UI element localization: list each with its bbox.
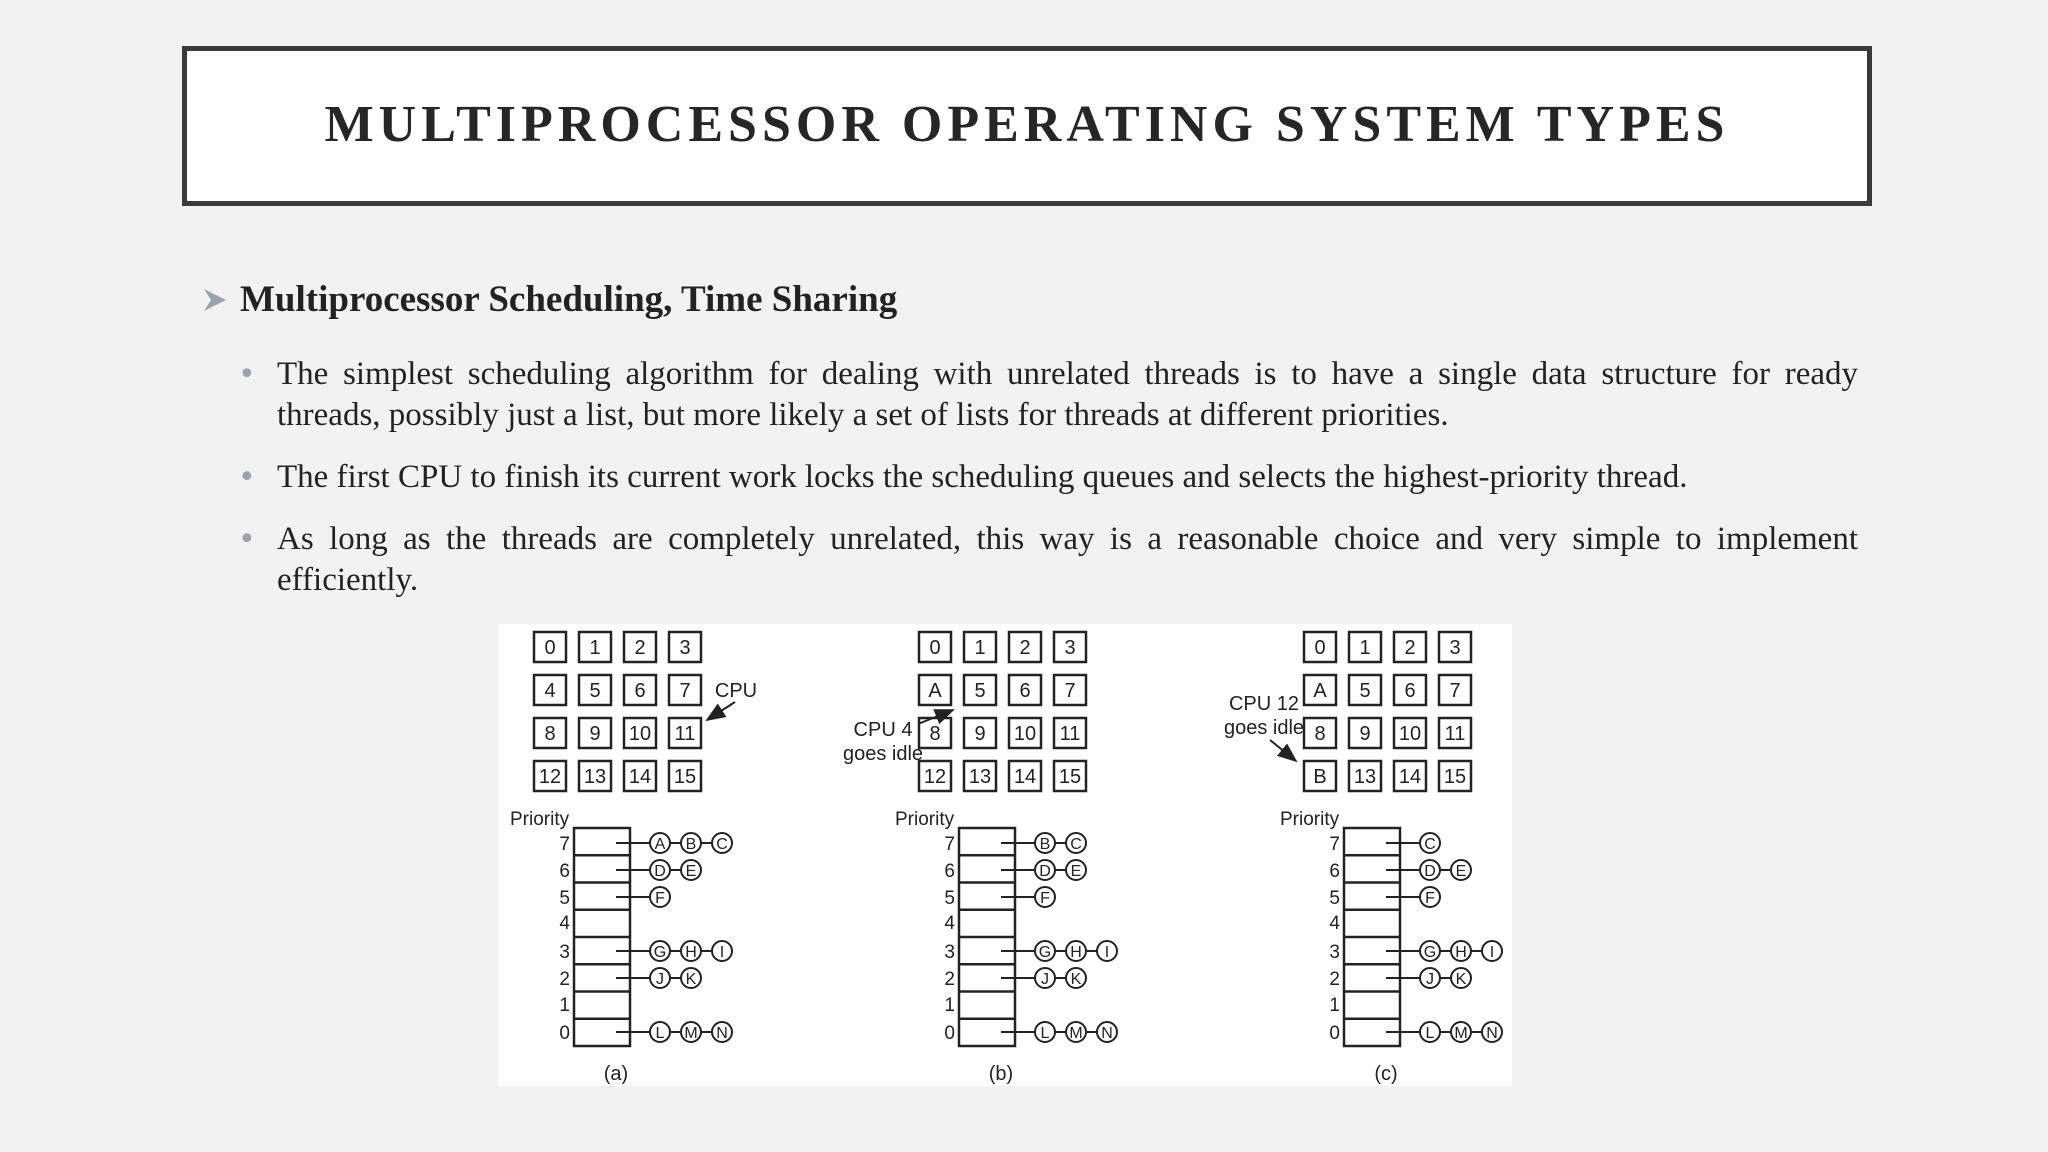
cpu-annotation: CPU 4 — [853, 719, 913, 741]
thread-label: N — [716, 1025, 728, 1042]
cpu-label: 11 — [1059, 723, 1081, 745]
thread-label: N — [1101, 1025, 1113, 1042]
panel-caption: (a) — [603, 1063, 629, 1085]
cpu-label: 5 — [974, 680, 986, 702]
panel-caption: (c) — [1374, 1063, 1398, 1085]
thread-label: F — [655, 890, 665, 907]
cpu-label: 1 — [589, 637, 601, 659]
thread-label: M — [1454, 1025, 1468, 1042]
priority-level-label: 5 — [1329, 888, 1340, 909]
cpu-annotation: CPU 12 — [1228, 693, 1300, 715]
thread-label: A — [654, 836, 666, 853]
bullet-dot-icon: • — [238, 460, 256, 495]
cpu-label: 10 — [1013, 723, 1037, 745]
cpu-annotation: CPU — [714, 680, 758, 702]
priority-level-label: 1 — [559, 995, 570, 1016]
bullet-item — [238, 354, 1858, 436]
cpu-label: A — [928, 680, 942, 702]
cpu-label: 5 — [1359, 680, 1371, 702]
cpu-label: 9 — [1359, 723, 1371, 745]
thread-label: H — [1455, 944, 1467, 961]
thread-label: H — [1070, 944, 1082, 961]
priority-level-label: 6 — [559, 861, 570, 882]
priority-level-label: 0 — [559, 1023, 570, 1044]
thread-label: E — [685, 863, 697, 880]
cpu-label: 12 — [538, 766, 562, 788]
cpu-label: 7 — [679, 680, 691, 702]
thread-label: B — [1039, 836, 1051, 853]
thread-label: N — [1486, 1025, 1498, 1042]
thread-label: G — [1423, 944, 1437, 961]
thread-label: I — [719, 944, 725, 961]
priority-level-label: 0 — [944, 1023, 955, 1044]
cpu-label: 13 — [1353, 766, 1377, 788]
cpu-label: B — [1313, 766, 1327, 788]
cpu-label: A — [1313, 680, 1327, 702]
priority-level-label: 1 — [944, 995, 955, 1016]
cpu-label: 0 — [544, 637, 556, 659]
cpu-label: 4 — [544, 680, 556, 702]
cpu-annotation: goes idle — [842, 743, 924, 765]
title-box — [182, 46, 1872, 206]
cpu-label: 3 — [1449, 637, 1461, 659]
thread-label: E — [1070, 863, 1082, 880]
cpu-label: 13 — [968, 766, 992, 788]
priority-label: Priority — [1280, 809, 1340, 830]
priority-level-label: 7 — [1329, 834, 1340, 855]
cpu-label: 1 — [1359, 637, 1371, 659]
cpu-label: 6 — [634, 680, 646, 702]
cpu-label: 14 — [1013, 766, 1037, 788]
cpu-label: 12 — [923, 766, 947, 788]
thread-label: F — [1425, 890, 1435, 907]
priority-level-label: 2 — [944, 969, 955, 990]
cpu-annotation: goes idle — [1223, 717, 1305, 739]
priority-level-label: 5 — [944, 888, 955, 909]
thread-label: J — [1426, 971, 1434, 988]
cpu-label: 3 — [679, 637, 691, 659]
thread-label: B — [685, 836, 697, 853]
thread-label: D — [654, 863, 666, 880]
priority-level-label: 6 — [1329, 861, 1340, 882]
cpu-label: 15 — [1058, 766, 1082, 788]
cpu-label: 2 — [634, 637, 646, 659]
bullet-item — [238, 457, 1858, 498]
bullet-text: The first CPU to finish its current work locks the scheduling queues and selects the highest-priority thread. — [277, 459, 1688, 495]
priority-level-label: 3 — [559, 942, 570, 963]
cpu-label: 14 — [628, 766, 652, 788]
cpu-label: 8 — [929, 723, 941, 745]
priority-level-label: 5 — [559, 888, 570, 909]
cpu-label: 0 — [929, 637, 941, 659]
priority-level-label: 6 — [944, 861, 955, 882]
annotation-arrow — [707, 702, 735, 720]
thread-label: K — [685, 971, 697, 988]
priority-level-label: 1 — [1329, 995, 1340, 1016]
priority-level-label: 4 — [1329, 913, 1340, 934]
section-heading — [202, 278, 897, 321]
thread-label: J — [656, 971, 664, 988]
priority-level-label: 4 — [559, 913, 570, 934]
thread-label: G — [653, 944, 667, 961]
thread-label: I — [1489, 944, 1495, 961]
annotation-arrow — [1270, 740, 1296, 761]
thread-label: J — [1041, 971, 1049, 988]
scheduling-diagram — [498, 624, 1512, 1086]
cpu-label: 6 — [1019, 680, 1031, 702]
cpu-label: 11 — [1444, 723, 1466, 745]
cpu-label: 9 — [974, 723, 986, 745]
thread-label: D — [1424, 863, 1436, 880]
cpu-label: 1 — [974, 637, 986, 659]
priority-label: Priority — [895, 809, 955, 830]
cpu-label: 8 — [1314, 723, 1326, 745]
cpu-label: 13 — [583, 766, 607, 788]
cpu-label: 7 — [1449, 680, 1461, 702]
thread-label: M — [1069, 1025, 1083, 1042]
cpu-label: 10 — [628, 723, 652, 745]
bullet-dot-icon: • — [238, 522, 256, 557]
priority-level-label: 7 — [944, 834, 955, 855]
priority-level-label: 3 — [944, 942, 955, 963]
scheduling-figure — [498, 624, 1512, 1086]
cpu-label: 6 — [1404, 680, 1416, 702]
cpu-label: 15 — [673, 766, 697, 788]
thread-label: H — [685, 944, 697, 961]
thread-label: C — [716, 836, 728, 853]
bullet-list — [238, 354, 1858, 622]
thread-label: K — [1070, 971, 1082, 988]
bullet-item — [238, 519, 1858, 601]
cpu-label: 15 — [1443, 766, 1467, 788]
arrow-bullet-icon — [202, 287, 228, 313]
cpu-label: 2 — [1404, 637, 1416, 659]
slide-title: MULTIPROCESSOR OPERATING SYSTEM TYPES — [324, 95, 1730, 153]
section-heading-text: Multiprocessor Scheduling, Time Sharing — [240, 279, 898, 320]
bullet-dot-icon: • — [238, 357, 256, 392]
cpu-label: 5 — [589, 680, 601, 702]
thread-label: C — [1070, 836, 1082, 853]
cpu-label: 10 — [1398, 723, 1422, 745]
thread-label: L — [655, 1025, 665, 1042]
thread-label: M — [684, 1025, 698, 1042]
cpu-label: 0 — [1314, 637, 1326, 659]
cpu-label: 3 — [1064, 637, 1076, 659]
thread-label: L — [1040, 1025, 1050, 1042]
priority-level-label: 4 — [944, 913, 955, 934]
cpu-label: 11 — [674, 723, 696, 745]
thread-label: D — [1039, 863, 1051, 880]
thread-label: F — [1040, 890, 1050, 907]
cpu-label: 7 — [1064, 680, 1076, 702]
thread-label: C — [1424, 836, 1436, 853]
bullet-text: As long as the threads are completely unrelated, this way is a reasonable choice and very simple to implement efficiently. — [277, 521, 1858, 598]
priority-level-label: 2 — [559, 969, 570, 990]
priority-level-label: 3 — [1329, 942, 1340, 963]
thread-label: I — [1104, 944, 1110, 961]
thread-label: L — [1425, 1025, 1435, 1042]
thread-label: G — [1038, 944, 1052, 961]
cpu-label: 2 — [1019, 637, 1031, 659]
bullet-text: The simplest scheduling algorithm for dealing with unrelated threads is to have a single data structure for ready threads, possibly just a list, but more likely a set of lists for threads at different priorities. — [277, 356, 1858, 433]
thread-label: K — [1455, 971, 1467, 988]
cpu-label: 14 — [1398, 766, 1422, 788]
panel-caption: (b) — [988, 1063, 1014, 1085]
priority-label: Priority — [510, 809, 570, 830]
priority-level-label: 0 — [1329, 1023, 1340, 1044]
priority-level-label: 7 — [559, 834, 570, 855]
cpu-label: 9 — [589, 723, 601, 745]
thread-label: E — [1455, 863, 1467, 880]
cpu-label: 8 — [544, 723, 556, 745]
priority-level-label: 2 — [1329, 969, 1340, 990]
